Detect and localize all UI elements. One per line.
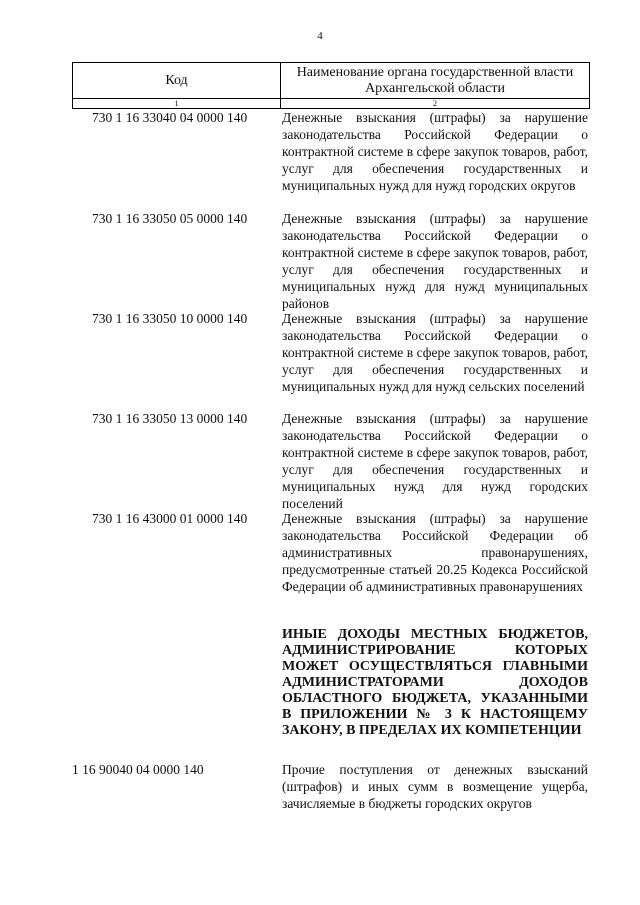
- row-description: Денежные взыскания (штрафы) за нарушение законодательства Российской Федерации о контрактной системе в сфере закупок товаров, работ, услуг для обеспечения государственных и муниципальных нужд для нужд городских округов: [282, 110, 588, 193]
- column-header-name: Наименование органа государственной власти Архангельской области: [296, 65, 574, 96]
- section-title: ИНЫЕ ДОХОДЫ МЕСТНЫХ БЮДЖЕТОВ, АДМИНИСТРИРОВАНИЕ КОТОРЫХ МОЖЕТ ОСУЩЕСТВЛЯТЬСЯ ГЛАВНЫМИ АДМИНИСТРАТОРАМИ ДОХОДОВ ОБЛАСТНОГО БЮДЖЕТА, УКАЗАННЫМИ В ПРИЛОЖЕНИИ № 3 К НАСТОЯЩЕМУ ЗАКОНУ, В ПРЕДЕЛАХ ИХ КОМПЕТЕНЦИИ: [282, 627, 588, 738]
- row-code: 730 1 16 43000 01 0000 140: [92, 511, 248, 526]
- row-code: 730 1 16 33050 10 0000 140: [92, 311, 248, 326]
- row-code: 1 16 90040 04 0000 140: [72, 762, 204, 777]
- row-description: Прочие поступления от денежных взысканий (штрафов) и иных сумм в возмещение ущерба, зачисляемые в бюджеты городских округов: [282, 762, 588, 811]
- column-number-2: 2: [433, 99, 437, 108]
- row-description: Денежные взыскания (штрафы) за нарушение законодательства Российской Федерации о контрактной системе в сфере закупок товаров, работ, услуг для обеспечения государственных и муниципальных нужд для нужд муниципальных районов: [282, 211, 588, 311]
- column-header-code: Код: [73, 63, 281, 98]
- column-number-1: 1: [73, 99, 281, 108]
- row-description: Денежные взыскания (штрафы) за нарушение законодательства Российской Федерации о контрактной системе в сфере закупок товаров, работ, услуг для обеспечения государственных и муниципальных нужд для нужд сельских поселений: [282, 311, 588, 394]
- row-code: 730 1 16 33040 04 0000 140: [92, 110, 248, 125]
- row-code: 730 1 16 33050 05 0000 140: [92, 211, 248, 226]
- row-code: 730 1 16 33050 13 0000 140: [92, 411, 248, 426]
- row-description: Денежные взыскания (штрафы) за нарушение законодательства Российской Федерации об административных правонарушениях, предусмотренные статьей 20.25 Кодекса Российской Федерации об административных правонарушениях: [282, 511, 588, 594]
- table-header: [72, 62, 590, 109]
- page-number: 4: [317, 30, 323, 42]
- row-description: Денежные взыскания (штрафы) за нарушение законодательства Российской Федерации о контрактной системе в сфере закупок товаров, работ, услуг для обеспечения государственных и муниципальных нужд для нужд городских поселений: [282, 411, 588, 511]
